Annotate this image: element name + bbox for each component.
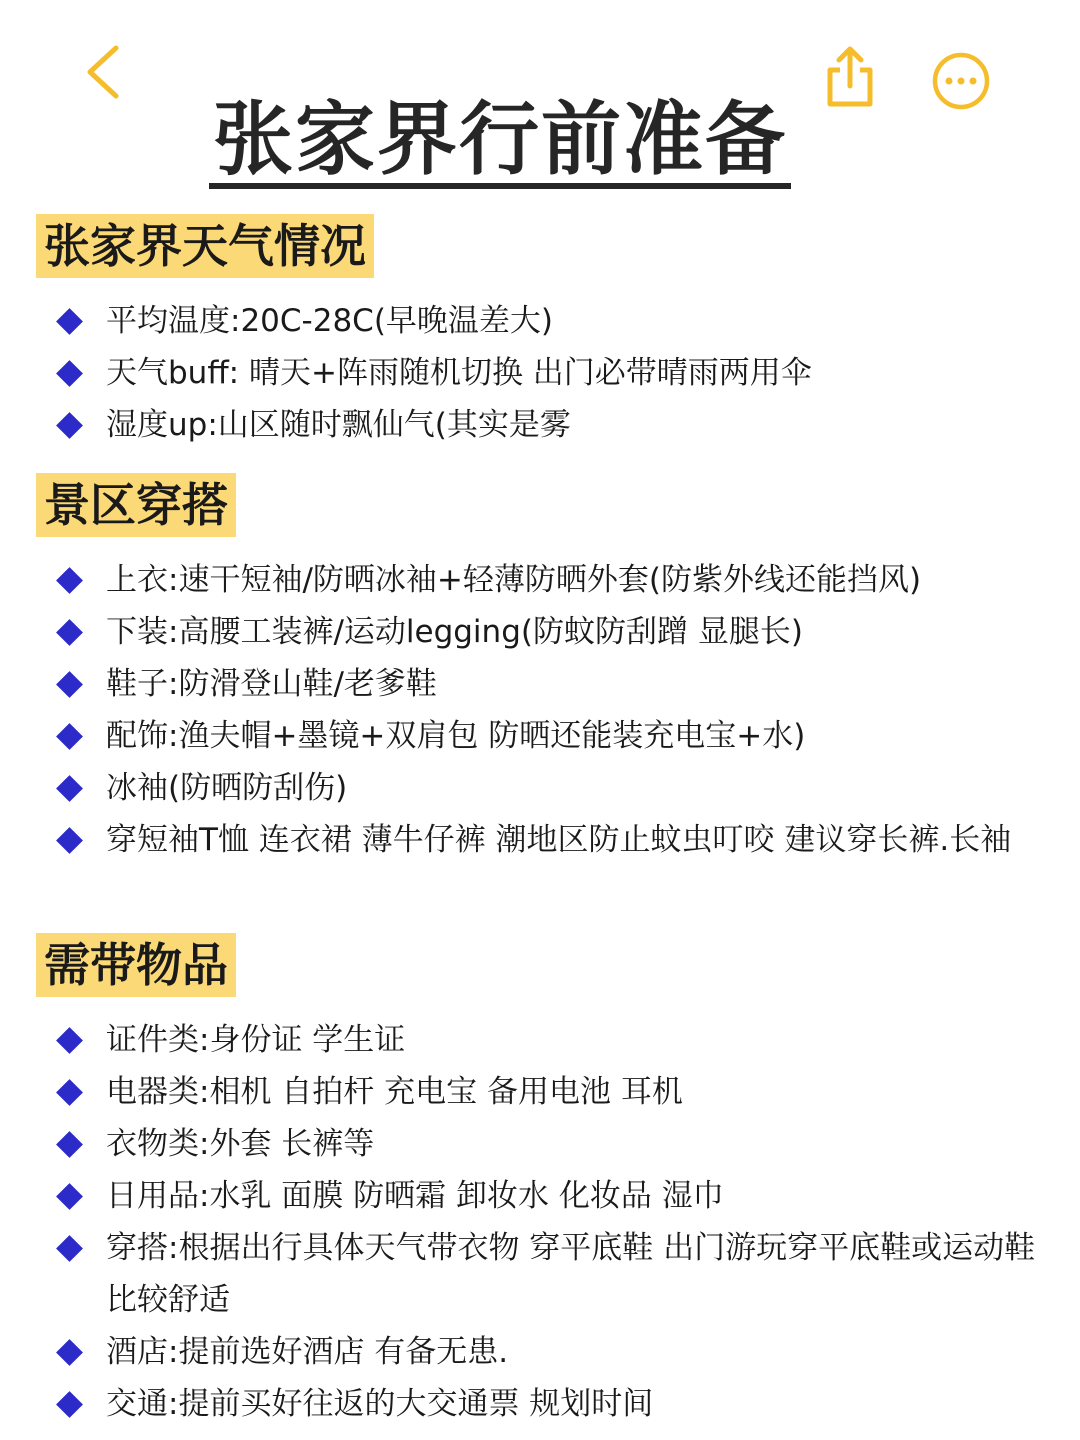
diamond-bullet-icon — [56, 1391, 83, 1418]
list-item: 电器类:相机 自拍杆 充电宝 备用电池 耳机 — [56, 1066, 1066, 1118]
list-item: 上衣:速干短袖/防晒冰袖+轻薄防晒外套(防紫外线还能挡风) — [56, 554, 1066, 606]
list-item: 穿短袖T恤 连衣裙 薄牛仔裤 潮地区防止蚊虫叮咬 建议穿长裤.长袖 — [56, 814, 1066, 866]
list-item: 穿搭:根据出行具体天气带衣物 穿平底鞋 出门游玩穿平底鞋或运动鞋比较舒适 — [56, 1222, 1066, 1326]
list-item: 配饰:渔夫帽+墨镜+双肩包 防晒还能装充电宝+水) — [56, 710, 1066, 762]
diamond-bullet-icon — [56, 619, 83, 646]
list-item: 鞋子:防滑登山鞋/老爹鞋 — [56, 658, 1066, 710]
diamond-bullet-icon — [56, 775, 83, 802]
diamond-bullet-icon — [56, 1027, 83, 1054]
section-heading-weather: 张家界天气情况 — [36, 214, 374, 278]
list-item: 天气buff: 晴天+阵雨随机切换 出门必带晴雨两用伞 — [56, 347, 1066, 399]
list-item: 衣物类:外套 长裤等 — [56, 1118, 1066, 1170]
diamond-bullet-icon — [56, 671, 83, 698]
list-item: 下装:高腰工装裤/运动legging(防蚊防刮蹭 显腿长) — [56, 606, 1066, 658]
diamond-bullet-icon — [56, 1183, 83, 1210]
list-item: 酒店:提前选好酒店 有备无患. — [56, 1326, 1066, 1378]
diamond-bullet-icon — [56, 360, 83, 387]
page-title — [0, 92, 1000, 189]
diamond-bullet-icon — [56, 1339, 83, 1366]
section-heading-packing: 需带物品 — [36, 933, 236, 997]
list-item: 湿度up:山区随时飘仙气(其实是雾 — [56, 399, 1066, 451]
page-title-text: 张家界行前准备 — [209, 97, 791, 189]
diamond-bullet-icon — [56, 1235, 83, 1262]
diamond-bullet-icon — [56, 1079, 83, 1106]
list-item: 日用品:水乳 面膜 防晒霜 卸妆水 化妆品 湿巾 — [56, 1170, 1066, 1222]
list-item: 交通:提前买好往返的大交通票 规划时间 — [56, 1378, 1066, 1430]
diamond-bullet-icon — [56, 308, 83, 335]
list-item: 冰袖(防晒防刮伤) — [56, 762, 1066, 814]
diamond-bullet-icon — [56, 567, 83, 594]
diamond-bullet-icon — [56, 827, 83, 854]
diamond-bullet-icon — [56, 412, 83, 439]
diamond-bullet-icon — [56, 723, 83, 750]
diamond-bullet-icon — [56, 1131, 83, 1158]
list-item: 证件类:身份证 学生证 — [56, 1014, 1066, 1066]
list-item: 平均温度:20C-28C(早晚温差大) — [56, 295, 1066, 347]
section-heading-outfit: 景区穿搭 — [36, 473, 236, 537]
